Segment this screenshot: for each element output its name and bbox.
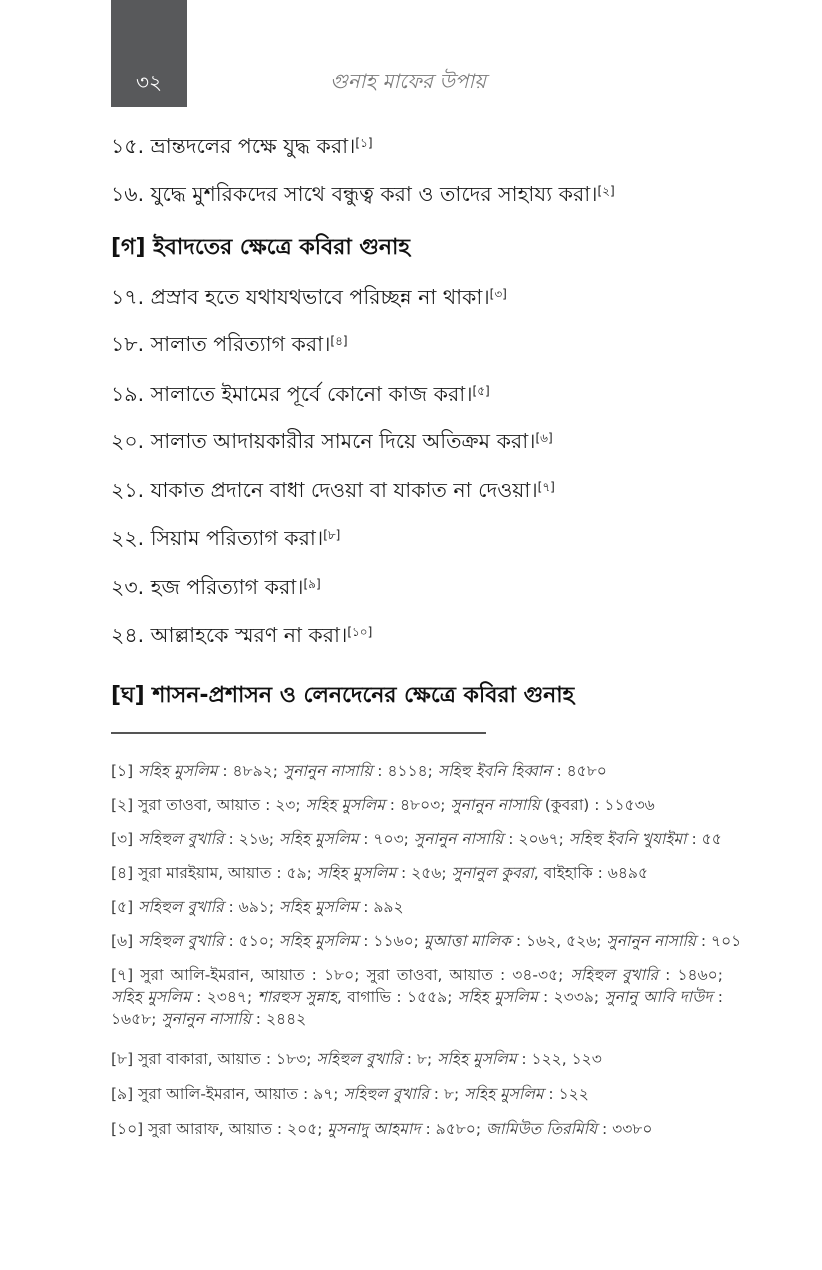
list-item	[111, 331, 348, 360]
footnote-text: : ২৩৩৯;	[537, 988, 605, 1006]
source-title: সহিহ মুসলিম	[279, 830, 359, 848]
footnote-text: (কুবরা) : ১১৫৩৬	[539, 796, 655, 814]
footnote-text: : ৪৮০৩;	[384, 796, 451, 814]
footnote-text: : ৫৫	[686, 830, 722, 848]
footnote-ref[interactable]: [২]	[597, 184, 615, 198]
item-text: ২১. যাকাত প্রদানে বাধা দেওয়া বা যাকাত না দেওয়া।	[111, 478, 538, 502]
source-title: সুনানুন নাসায়ি	[161, 1010, 251, 1028]
footnote	[111, 828, 723, 850]
footnote	[111, 794, 723, 816]
footnote-text: : ২৩৪৭;	[190, 988, 258, 1006]
footnote-text: সুরা তাওবা, আয়াত : ২৩;	[138, 796, 306, 814]
list-item	[111, 428, 553, 457]
footnote-marker: [৫]	[111, 898, 134, 916]
source-title: শারহুস সুন্নাহ	[257, 988, 338, 1006]
source-title: সহিহুল বুখারি	[316, 1050, 402, 1068]
item-text: ২০. সালাত আদায়কারীর সামনে দিয়ে অতিক্রম করা।	[111, 429, 536, 453]
source-title: সহিহ মুসলিম	[437, 1050, 517, 1068]
footnote	[111, 1083, 723, 1105]
footnote-text: : ৪১১৪;	[372, 762, 438, 780]
list-item	[111, 133, 373, 162]
source-title: সহিহু ইবনি হিব্বান	[437, 762, 552, 780]
section-heading: [গ] ইবাদতের ক্ষেত্রে কবিরা গুনাহ	[111, 235, 410, 260]
source-title: সহিহুল বুখারি	[138, 898, 224, 916]
footnote-text: : ৯৯২	[358, 898, 404, 916]
footnote-text: : ৭০১	[695, 932, 742, 950]
footnote-text: : ৬৯১;	[223, 898, 279, 916]
item-text: ২৩. হজ পরিত্যাগ করা।	[111, 575, 304, 599]
footnote-text: : ৫১০;	[223, 932, 279, 950]
footnote-text: : ৪৫৮০	[551, 762, 607, 780]
source-title: সুনানুন নাসায়ি	[450, 796, 540, 814]
source-title: সহিহ মুসলিম	[457, 988, 538, 1006]
footnote-text: : ৮;	[428, 1085, 465, 1103]
footnote-ref[interactable]: [৫]	[472, 384, 490, 398]
footnote-text: সুরা আরাফ, আয়াত : ২০৫;	[143, 1120, 328, 1138]
footnote-marker: [৩]	[111, 830, 134, 848]
footnote-marker: [৯]	[111, 1085, 134, 1103]
footnote-marker: [৮]	[111, 1050, 134, 1068]
source-title: সহিহ মুসলিম	[278, 898, 359, 916]
item-text: ২২. সিয়াম পরিত্যাগ করা।	[111, 526, 324, 550]
footnote-ref[interactable]: [১]	[355, 136, 373, 150]
source-title: সহিহুল বুখারি	[570, 966, 659, 984]
source-title: সহিহ মুসলিম	[305, 796, 385, 814]
footnote-marker: [৬]	[111, 932, 134, 950]
footnote-marker: [৭]	[111, 966, 134, 984]
footnote-ref[interactable]: [৬]	[535, 431, 553, 445]
footnote-text: : ৩৩৮০	[597, 1120, 653, 1138]
source-title: সহিহুল বুখারি	[138, 932, 224, 950]
source-title: সুনানুন নাসায়ি	[606, 932, 696, 950]
footnote-text: : ৮;	[401, 1050, 438, 1068]
footnote-ref[interactable]: [৯]	[303, 577, 321, 591]
footnote	[111, 896, 723, 918]
item-text: ২৪. আল্লাহকে স্মরণ না করা।	[111, 623, 348, 647]
footnote-text: সুরা বাকারা, আয়াত : ১৮৩;	[133, 1050, 317, 1068]
footnote-ref[interactable]: [৭]	[537, 480, 555, 494]
source-title: সহিহুল বুখারি	[138, 830, 224, 848]
section-heading: [ঘ] শাসন-প্রশাসন ও লেনদেনের ক্ষেত্রে কবিরা গুনাহ	[111, 683, 575, 708]
footnote-ref[interactable]: [৮]	[323, 528, 341, 542]
footnote-text: সুরা আলি-ইমরান, আয়াত : ১৮০; সুরা তাওবা, আয়াত : ৩৪-৩৫;	[140, 966, 571, 984]
item-text: ১৫. ভ্রান্তদলের পক্ষে যুদ্ধ করা।	[111, 134, 356, 158]
footnote	[111, 760, 723, 782]
source-title: সহিহ মুসলিম	[111, 988, 191, 1006]
source-title: সুনানুন নাসায়ি	[282, 762, 373, 780]
footnote-text: : ৪৮৯২;	[217, 762, 283, 780]
footnote-marker: [১]	[111, 762, 134, 780]
list-item	[111, 622, 372, 651]
list-item	[111, 574, 321, 603]
footnote-marker: [৪]	[111, 864, 134, 882]
source-title: সহিহু ইবনি খুযাইমা	[568, 830, 687, 848]
footnote-text: : ৭০৩;	[358, 830, 414, 848]
footnote	[111, 1048, 723, 1070]
source-title: জামিউত তিরমিযি	[486, 1120, 598, 1138]
footnote-text: : ১৪৬০;	[658, 966, 723, 984]
footnote-text: : ১৬২, ৫২৬;	[510, 932, 607, 950]
source-title: সুনানু আবি দাউদ	[604, 988, 713, 1006]
source-title: মুসনাদু আহমাদ	[327, 1120, 421, 1138]
footnote	[111, 964, 723, 1030]
footnote	[111, 1118, 723, 1140]
footnote-text: : ২৫৬;	[396, 864, 452, 882]
item-text: ১৬. যুদ্ধে মুশরিকদের সাথে বন্ধুত্ব করা ও তাদের সাহায্য করা।	[111, 182, 598, 206]
footnote-text: : ১১৬০;	[358, 932, 424, 950]
footnote-marker: [২]	[111, 796, 134, 814]
footnote-ref[interactable]: [৪]	[330, 334, 348, 348]
source-title: সহিহুল বুখারি	[343, 1085, 429, 1103]
footnote-ref[interactable]: [১০]	[347, 625, 373, 639]
footnote-text: : ১২২, ১২৩	[516, 1050, 602, 1068]
source-title: মুআত্তা মালিক	[423, 932, 511, 950]
footnote-marker: [১০]	[111, 1120, 144, 1138]
source-title: সুনানুল কুবরা	[451, 864, 534, 882]
footnote-text: : ২০৬৭;	[503, 830, 569, 848]
item-text: ১৯. সালাতে ইমামের পূর্বে কোনো কাজ করা।	[111, 382, 473, 406]
footnote-text: , বাইহাকি : ৬৪৯৫	[533, 864, 649, 882]
footnote-text: : ৯৫৮০;	[420, 1120, 487, 1138]
source-title: সহিহ মুসলিম	[316, 864, 397, 882]
source-title: সহিহ মুসলিম	[464, 1085, 544, 1103]
item-text: ১৭. প্রস্রাব হতে যথাযথভাবে পরিচ্ছন্ন না থাকা।	[111, 285, 490, 309]
footnote-text: সুরা মারইয়াম, আয়াত : ৫৯;	[138, 864, 317, 882]
list-item	[111, 284, 507, 313]
footnote	[111, 862, 723, 884]
footnote-text: সুরা আলি-ইমরান, আয়াত : ৯৭;	[133, 1085, 344, 1103]
source-title: সুনানুন নাসায়ি	[413, 830, 504, 848]
footnote	[111, 930, 742, 952]
list-item	[111, 181, 615, 210]
running-title: গুনাহ মাফের উপায়	[330, 69, 486, 93]
page-number: ৩২	[135, 70, 162, 94]
item-text: ১৮. সালাত পরিত্যাগ করা।	[111, 332, 331, 356]
list-item	[111, 525, 340, 554]
footnote-text: , বাগাভি : ১৫৫৯;	[337, 988, 458, 1006]
source-title: সহিহ মুসলিম	[138, 762, 218, 780]
footnote-divider	[111, 732, 486, 734]
footnote-ref[interactable]: [৩]	[489, 287, 507, 301]
footnote-text: : ১২২	[543, 1085, 589, 1103]
list-item	[111, 477, 555, 506]
page-number-tab	[111, 0, 187, 107]
footnote-text: : ২৪৪২	[250, 1010, 307, 1028]
footnote-text: : ২১৬;	[223, 830, 280, 848]
footnote-text: : ১৬৫৮;	[111, 988, 723, 1028]
source-title: সহিহ মুসলিম	[279, 932, 359, 950]
list-item	[111, 381, 490, 410]
